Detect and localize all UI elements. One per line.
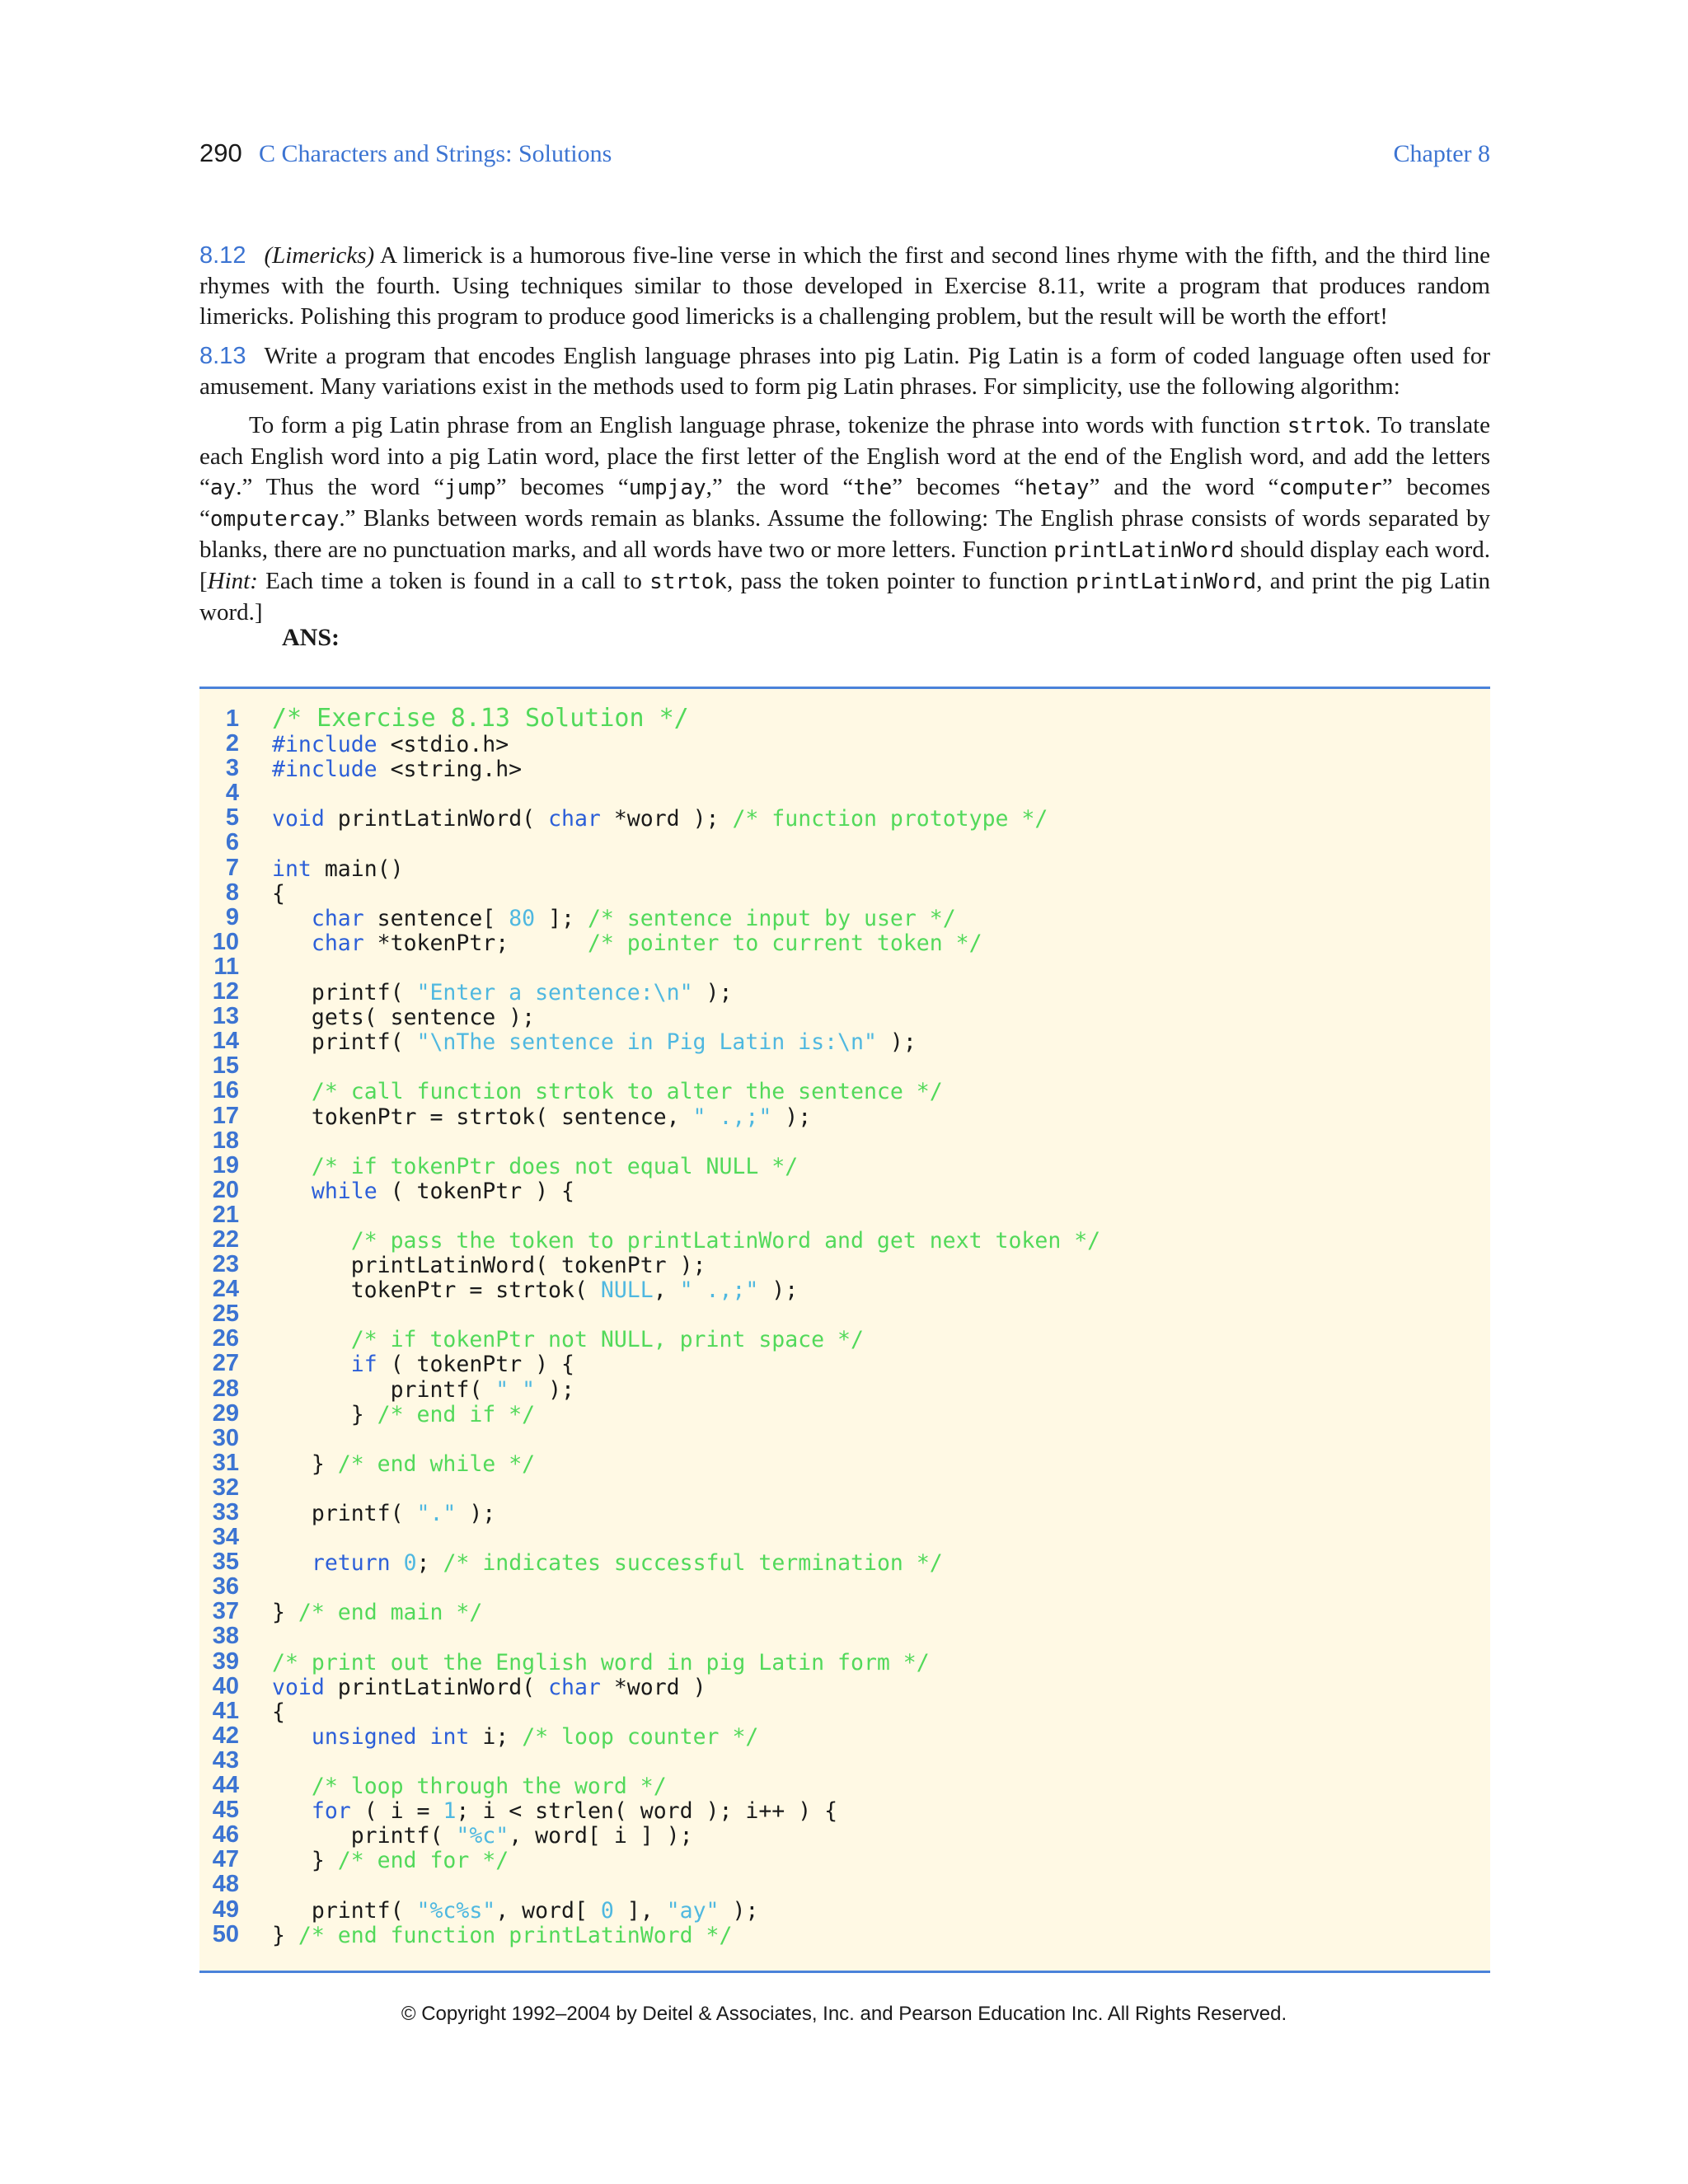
code-content xyxy=(272,1229,1100,1254)
line-number: 20 xyxy=(212,1176,239,1203)
code-text xyxy=(417,1724,430,1750)
exercise-title: (Limericks) xyxy=(264,242,375,269)
code-keyword: while xyxy=(311,1178,377,1204)
code-text: { xyxy=(272,1699,285,1725)
code-line xyxy=(199,1822,1490,1847)
code-text xyxy=(272,1774,312,1799)
code-comment: /* sentence input by user */ xyxy=(587,905,956,931)
line-number: 49 xyxy=(212,1896,239,1923)
code-text: } xyxy=(272,1922,298,1948)
code-number: 0 xyxy=(600,1897,614,1924)
code-text: ]; xyxy=(535,905,588,931)
code-keyword: void xyxy=(272,1674,325,1700)
line-number: 48 xyxy=(212,1871,239,1898)
line-number: 34 xyxy=(212,1524,239,1551)
code-keyword: #include xyxy=(272,732,377,758)
answer-label: ANS: xyxy=(282,624,340,651)
line-number: 28 xyxy=(212,1375,239,1402)
code-line xyxy=(199,1276,1490,1304)
code-line xyxy=(199,1104,1490,1128)
inline-code: computer xyxy=(1278,476,1382,500)
code-text: tokenPtr = strtok( sentence, xyxy=(272,1104,693,1130)
code-text xyxy=(272,1327,351,1352)
paragraph-text: . To translate each English word into a pig Latin word, place the first letter of the English word at the end of the English word, and add the letters “ xyxy=(199,412,1490,500)
code-line xyxy=(199,1301,1490,1326)
code-text: , word[ i ] ); xyxy=(509,1823,693,1849)
code-text: <stdio.h> xyxy=(377,732,509,758)
code-lines xyxy=(199,706,1490,1947)
code-text: , xyxy=(653,1277,680,1304)
paragraph-text: , pass the token pointer to function xyxy=(727,568,1076,594)
code-comment: /* pass the token to printLatinWord and get next token */ xyxy=(350,1227,1101,1254)
code-content xyxy=(272,1080,943,1104)
code-text xyxy=(391,1550,404,1576)
code-comment: /* pointer to current token */ xyxy=(587,930,982,956)
line-number: 46 xyxy=(212,1821,239,1849)
code-text: gets( sentence ); xyxy=(272,1005,536,1031)
code-text xyxy=(272,1550,312,1576)
code-string: "." xyxy=(416,1501,457,1526)
code-line xyxy=(199,1624,1490,1648)
code-line xyxy=(199,1351,1490,1376)
code-line xyxy=(199,1153,1490,1178)
inline-code: printLatinWord xyxy=(1053,538,1235,563)
code-comment: /* function prototype */ xyxy=(732,806,1048,832)
code-line xyxy=(199,1872,1490,1896)
code-keyword: for xyxy=(311,1798,351,1825)
code-text: *tokenPtr; xyxy=(363,930,588,956)
code-text: ], xyxy=(613,1897,667,1924)
code-content xyxy=(272,757,522,782)
line-number: 38 xyxy=(212,1623,239,1650)
code-content xyxy=(272,1675,706,1700)
code-content xyxy=(272,1278,798,1303)
line-number: 37 xyxy=(212,1598,239,1625)
code-keyword: void xyxy=(272,806,325,832)
code-comment: /* indicates successful termination */ xyxy=(443,1550,943,1577)
code-content xyxy=(272,1774,667,1799)
code-comment: /* loop through the word */ xyxy=(311,1774,667,1800)
code-line xyxy=(199,1549,1490,1577)
code-text: } xyxy=(272,1401,377,1427)
exercise-number: 8.13 xyxy=(199,343,246,369)
code-content xyxy=(272,1924,732,1948)
paragraph-text: To form a pig Latin phrase from an English language phrase, tokenize the phrase into words with function xyxy=(249,412,1287,438)
code-text xyxy=(272,1179,312,1204)
line-number: 43 xyxy=(212,1746,239,1774)
paragraph-text: ” becomes “ xyxy=(892,474,1025,500)
code-text: ); xyxy=(758,1277,799,1304)
code-comment: /* end main */ xyxy=(298,1600,483,1626)
line-number: 4 xyxy=(225,780,239,807)
line-number: 7 xyxy=(225,854,239,881)
code-content xyxy=(272,1452,535,1477)
code-keyword: char xyxy=(548,806,601,832)
code-content xyxy=(272,882,285,907)
line-number: 41 xyxy=(212,1697,239,1724)
code-line xyxy=(199,1178,1490,1202)
code-content xyxy=(272,1824,693,1849)
line-number: 26 xyxy=(212,1325,239,1352)
code-line xyxy=(199,1202,1490,1227)
code-content xyxy=(272,1502,495,1526)
code-line xyxy=(199,1649,1490,1674)
code-text: tokenPtr = strtok( xyxy=(272,1277,601,1304)
code-line xyxy=(199,979,1490,1004)
code-text: printf( xyxy=(272,1897,417,1924)
inline-code: umpjay xyxy=(628,476,706,500)
line-number: 9 xyxy=(225,903,239,930)
code-string: "ay" xyxy=(666,1897,720,1924)
code-line xyxy=(199,1897,1490,1922)
chapter-label: Chapter 8 xyxy=(1393,140,1490,167)
code-text: } xyxy=(272,1600,298,1626)
line-number: 42 xyxy=(212,1722,239,1749)
code-line xyxy=(199,1723,1490,1748)
code-line xyxy=(199,1500,1490,1525)
line-number: 47 xyxy=(212,1846,239,1873)
code-line xyxy=(199,930,1490,954)
code-content xyxy=(272,1799,837,1824)
line-number: 30 xyxy=(212,1424,239,1451)
inline-code: the xyxy=(853,476,893,500)
line-number: 31 xyxy=(212,1449,239,1476)
paragraph-text: ” and the word “ xyxy=(1089,474,1279,500)
code-line xyxy=(199,780,1490,805)
code-comment: /* end for */ xyxy=(337,1848,509,1874)
code-line xyxy=(199,1326,1490,1351)
line-number: 35 xyxy=(212,1549,239,1576)
code-listing xyxy=(199,687,1490,1973)
line-number: 44 xyxy=(212,1772,239,1799)
code-text: printLatinWord( tokenPtr ); xyxy=(272,1253,706,1279)
code-content xyxy=(272,1551,943,1576)
code-content xyxy=(272,981,732,1005)
code-keyword: char xyxy=(311,905,364,931)
code-text: i; xyxy=(469,1723,523,1750)
code-line xyxy=(199,1004,1490,1029)
code-text xyxy=(272,1798,312,1824)
code-comment: /* end while */ xyxy=(337,1451,536,1477)
inline-code: hetay xyxy=(1025,476,1090,500)
paragraph-text: .” Thus the word “ xyxy=(236,474,445,500)
code-string: " " xyxy=(495,1376,536,1403)
code-text xyxy=(272,1154,312,1179)
code-comment: /* Exercise 8.13 Solution */ xyxy=(272,704,689,733)
code-text: { xyxy=(272,880,285,907)
code-line xyxy=(199,1797,1490,1825)
code-text: *word ); xyxy=(600,806,733,832)
code-line xyxy=(199,1772,1490,1800)
line-number: 1 xyxy=(225,705,239,732)
code-line xyxy=(199,954,1490,979)
code-text: , word[ xyxy=(495,1897,601,1924)
code-keyword: int xyxy=(429,1723,470,1750)
line-number: 21 xyxy=(212,1201,239,1228)
line-number: 10 xyxy=(212,928,239,955)
code-number: 80 xyxy=(509,905,536,931)
line-number: 25 xyxy=(212,1301,239,1328)
line-number: 16 xyxy=(212,1077,239,1104)
code-text: printf( xyxy=(272,1376,496,1403)
code-content xyxy=(272,706,689,731)
code-text: ; i < strlen( word ); i++ ) { xyxy=(456,1798,838,1825)
code-keyword: if xyxy=(350,1352,377,1378)
code-text: ); xyxy=(535,1376,574,1403)
code-content xyxy=(272,733,509,757)
line-number: 8 xyxy=(225,879,239,906)
code-keyword: char xyxy=(311,930,364,956)
code-text: ( tokenPtr ) { xyxy=(377,1178,574,1204)
inline-code: printLatinWord xyxy=(1076,569,1257,594)
line-number: 36 xyxy=(212,1573,239,1601)
code-line xyxy=(199,1748,1490,1773)
code-text: printLatinWord( xyxy=(324,806,549,832)
exercise-8-12 xyxy=(199,241,1490,332)
code-line xyxy=(199,1451,1490,1475)
line-number: 33 xyxy=(212,1499,239,1526)
code-content xyxy=(272,1849,509,1873)
paragraph-text: Each time a token is found in a call to xyxy=(257,568,650,594)
code-text: printf( xyxy=(272,1823,457,1849)
code-comment: /* end if */ xyxy=(377,1401,536,1427)
code-line xyxy=(199,1674,1490,1699)
paragraph-text: , and print the pig Latin word.] xyxy=(199,568,1490,626)
code-number: NULL xyxy=(600,1277,654,1304)
code-text: <string.h> xyxy=(377,757,523,783)
code-comment: /* if tokenPtr does not equal NULL */ xyxy=(311,1153,799,1179)
line-number: 6 xyxy=(225,829,239,856)
code-text: ( tokenPtr ) { xyxy=(377,1352,574,1378)
code-content xyxy=(272,1378,574,1403)
code-line xyxy=(199,905,1490,930)
paragraph-text: should display each word. [ xyxy=(199,537,1490,594)
code-line xyxy=(199,830,1490,855)
code-line xyxy=(199,755,1490,783)
code-content xyxy=(272,931,982,956)
line-number: 29 xyxy=(212,1399,239,1427)
code-keyword: unsigned xyxy=(311,1723,417,1750)
line-number: 24 xyxy=(212,1276,239,1303)
code-line xyxy=(199,1227,1490,1252)
code-text: } xyxy=(272,1848,338,1874)
code-content xyxy=(272,1179,574,1204)
code-text xyxy=(272,1079,312,1104)
line-number: 15 xyxy=(212,1052,239,1080)
paragraph-text: ” becomes “ xyxy=(199,474,1490,532)
code-text xyxy=(272,906,312,931)
code-content xyxy=(272,1700,285,1725)
inline-code: omputercay xyxy=(209,507,340,532)
code-text xyxy=(272,1228,351,1254)
code-content xyxy=(272,1352,574,1377)
code-content xyxy=(272,1328,864,1352)
algorithm-paragraph xyxy=(199,410,1490,628)
line-number: 27 xyxy=(212,1350,239,1377)
exercise-text: Write a program that encodes English language phrases into pig Latin. Pig Latin is a form of coded language often used for amusement. Many variations exist in the methods used to form pig Latin phrases. For simplicity, use the following algorithm: xyxy=(199,343,1490,400)
code-text: ); xyxy=(692,980,733,1006)
code-text: ); xyxy=(771,1104,812,1130)
code-text: ( i = xyxy=(350,1798,443,1825)
inline-code: ay xyxy=(209,476,237,500)
code-text: printf( xyxy=(272,980,417,1006)
line-number: 2 xyxy=(225,730,239,757)
line-number: 19 xyxy=(212,1151,239,1179)
code-string: "\nThe sentence in Pig Latin is:\n" xyxy=(416,1029,877,1056)
line-number: 11 xyxy=(213,953,239,980)
exercise-text: A limerick is a humorous five-line verse in which the first and second lines rhyme with the fifth, and the third line rhymes with the fourth. Using techniques similar to those developed in Exercise 8.11, write a program that produces random limericks. Polishing this program to produce good limericks is a challenging problem, but the result will be worth the effort! xyxy=(199,242,1490,330)
line-number: 14 xyxy=(212,1028,239,1055)
code-content xyxy=(272,1601,482,1625)
code-text xyxy=(272,1352,351,1377)
code-keyword: int xyxy=(272,855,312,882)
code-line xyxy=(199,880,1490,905)
code-line xyxy=(199,805,1490,830)
code-line xyxy=(199,1028,1490,1056)
line-number: 3 xyxy=(225,755,239,782)
code-keyword: return xyxy=(311,1550,391,1577)
code-line xyxy=(199,731,1490,756)
code-content xyxy=(272,1105,811,1130)
code-text: ); xyxy=(719,1897,759,1924)
line-number: 12 xyxy=(212,978,239,1005)
code-line xyxy=(199,1401,1490,1426)
paragraph-text: .” Blanks between words remain as blanks. Assume the following: The English phrase consists of words separated by blanks, there are no punctuation marks, and all words have two or more letters. Function xyxy=(199,505,1490,563)
code-line xyxy=(199,1699,1490,1723)
code-content xyxy=(272,1030,917,1055)
code-comment: /* print out the English word in pig Latin form */ xyxy=(272,1649,930,1675)
code-text xyxy=(272,1724,312,1750)
code-string: "Enter a sentence:\n" xyxy=(416,980,693,1006)
code-content xyxy=(272,1899,758,1924)
code-line xyxy=(199,855,1490,880)
line-number: 5 xyxy=(225,804,239,832)
code-content xyxy=(272,1651,930,1675)
paragraph-text: ,” the word “ xyxy=(706,474,854,500)
code-line xyxy=(199,1376,1490,1401)
line-number: 32 xyxy=(212,1474,239,1501)
code-keyword: #include xyxy=(272,757,377,783)
running-title: C Characters and Strings: Solutions xyxy=(259,140,612,167)
code-line xyxy=(199,1599,1490,1624)
code-content xyxy=(272,807,1048,832)
code-text: ; xyxy=(416,1550,443,1577)
line-number: 17 xyxy=(212,1102,239,1129)
code-text: *word ) xyxy=(600,1674,706,1700)
code-line xyxy=(199,1426,1490,1451)
inline-code: jump xyxy=(444,476,496,500)
code-string: "%c%s" xyxy=(416,1897,496,1924)
code-comment: /* if tokenPtr not NULL, print space */ xyxy=(350,1327,864,1353)
copyright-footer: © Copyright 1992–2004 by Deitel & Associates, Inc. and Pearson Education Inc. All Rights Reserved. xyxy=(401,2003,1287,2025)
code-content xyxy=(272,1725,758,1750)
code-line xyxy=(199,1475,1490,1500)
code-string: " .,;" xyxy=(692,1104,772,1130)
code-content xyxy=(272,1254,706,1278)
code-text: printf( xyxy=(272,1501,417,1526)
code-line xyxy=(199,1525,1490,1549)
code-line xyxy=(199,1922,1490,1947)
code-text: sentence[ xyxy=(363,905,509,931)
exercise-number: 8.12 xyxy=(199,242,246,269)
line-number: 39 xyxy=(212,1647,239,1675)
code-line xyxy=(199,706,1490,731)
code-content xyxy=(272,1403,535,1427)
line-number: 13 xyxy=(212,1003,239,1030)
italic-text: Hint: xyxy=(207,568,258,594)
code-text xyxy=(272,930,312,956)
page-header xyxy=(199,138,1490,175)
code-string: "%c" xyxy=(456,1823,509,1849)
code-text: main() xyxy=(311,855,404,882)
line-number: 23 xyxy=(212,1251,239,1278)
code-keyword: char xyxy=(548,1674,601,1700)
code-string: " .,;" xyxy=(679,1277,759,1304)
inline-code: strtok xyxy=(649,569,728,594)
inline-code: strtok xyxy=(1287,414,1365,438)
code-line xyxy=(199,1574,1490,1599)
line-number: 18 xyxy=(212,1127,239,1154)
code-number: 1 xyxy=(443,1798,457,1825)
line-number: 40 xyxy=(212,1672,239,1699)
code-line xyxy=(199,1847,1490,1872)
code-number: 0 xyxy=(403,1550,417,1577)
page-number: 290 xyxy=(199,138,242,167)
code-content xyxy=(272,1155,798,1179)
exercise-8-13 xyxy=(199,341,1490,402)
line-number: 45 xyxy=(212,1797,239,1824)
code-comment: /* loop counter */ xyxy=(522,1723,759,1750)
code-content xyxy=(272,857,404,882)
code-content xyxy=(272,1005,535,1030)
code-comment: /* call function strtok to alter the sentence */ xyxy=(311,1079,943,1105)
code-content xyxy=(272,907,956,931)
code-text: ); xyxy=(456,1501,496,1526)
code-text: printLatinWord( xyxy=(324,1674,549,1700)
line-number: 50 xyxy=(212,1920,239,1947)
code-text: printf( xyxy=(272,1029,417,1056)
paragraph-text: ” becomes “ xyxy=(495,474,629,500)
code-text: ); xyxy=(876,1029,917,1056)
code-line xyxy=(199,1128,1490,1153)
code-comment: /* end function printLatinWord */ xyxy=(298,1922,733,1948)
code-line xyxy=(199,1053,1490,1078)
code-line xyxy=(199,1078,1490,1103)
code-line xyxy=(199,1252,1490,1277)
line-number: 22 xyxy=(212,1226,239,1253)
code-text: } xyxy=(272,1451,338,1477)
